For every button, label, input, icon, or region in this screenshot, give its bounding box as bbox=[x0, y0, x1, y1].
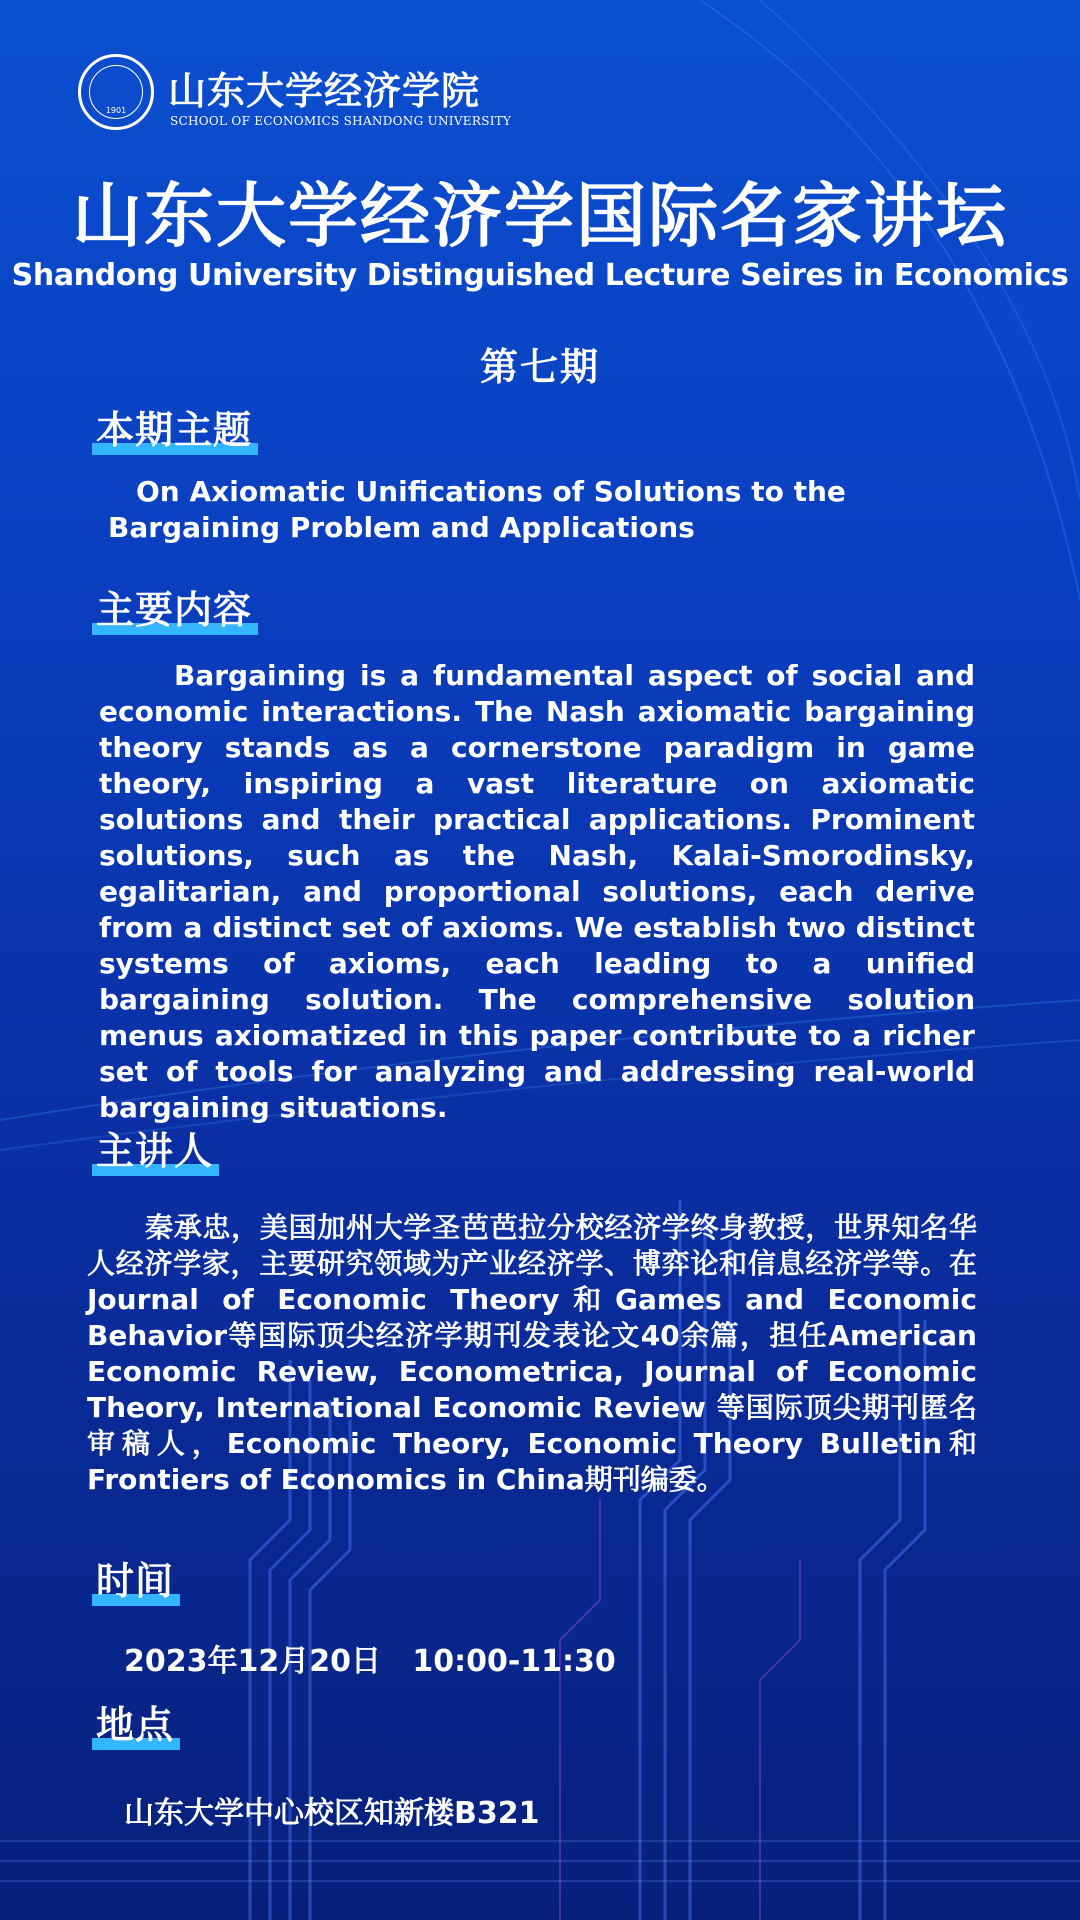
school-logo bbox=[78, 52, 512, 138]
issue-number: 第七期 bbox=[479, 345, 600, 389]
content-heading: 主要内容 bbox=[96, 588, 253, 632]
location-heading: 地点 bbox=[96, 1703, 175, 1747]
logo-subtitle: SCHOOL OF ECONOMICS SHANDONG UNIVERSITY bbox=[170, 114, 512, 128]
location-text: 山东大学中心校区知新楼B321 bbox=[124, 1796, 540, 1831]
time-heading: 时间 bbox=[96, 1559, 175, 1603]
page-subtitle: Shandong University Distinguished Lecture Seires in Economics bbox=[11, 258, 1069, 293]
speaker-bio-text: 秦承忠，美国加州大学圣芭芭拉分校经济学终身教授，世界知名华人经济学家，主要研究领域为产业经济学、博弈论和信息经济学等。在Journal of Economic Theory和Games and Economic Behavior等国际顶尖经济学期刊发表论文40余篇，担任American Economic Review, Econometrica, Journal of Economic Theory, International Economic Review 等国际顶尖期刊匿名审稿人，Economic Theory, Economic Theory Bulletin和Frontiers of Economics in China期刊编委。 bbox=[87, 1211, 977, 1496]
topic-heading: 本期主题 bbox=[96, 408, 253, 452]
university-seal-icon bbox=[78, 54, 154, 130]
time-text: 2023年12月20日 10:00-11:30 bbox=[124, 1644, 616, 1679]
speaker-heading: 主讲人 bbox=[96, 1129, 214, 1173]
abstract-text: Bargaining is a fundamental aspect of social and economic interactions. The Nash axiomatic bargaining theory stands as a cornerstone paradigm in game theory, inspiring a vast literature on axiomatic solutions and their practical applications. Prominent solutions, such as the Nash, Kalai-Smorodinsky, egalitarian, and proportional solutions, each derive from a distinct set of axioms. We establish two distinct systems of axioms, each leading to a unified bargaining solution. The comprehensive solution menus axiomatized in this paper contribute to a richer set of tools for analyzing and addressing real-world bargaining situations. bbox=[99, 659, 975, 1124]
topic-text: On Axiomatic Unifications of Solutions to the Bargaining Problem and Applications bbox=[108, 475, 846, 544]
page-title: 山东大学经济学国际名家讲坛 bbox=[72, 175, 1008, 257]
seal-year: 1901 bbox=[105, 106, 127, 115]
logo-name: 山东大学经济学院 bbox=[168, 68, 481, 113]
